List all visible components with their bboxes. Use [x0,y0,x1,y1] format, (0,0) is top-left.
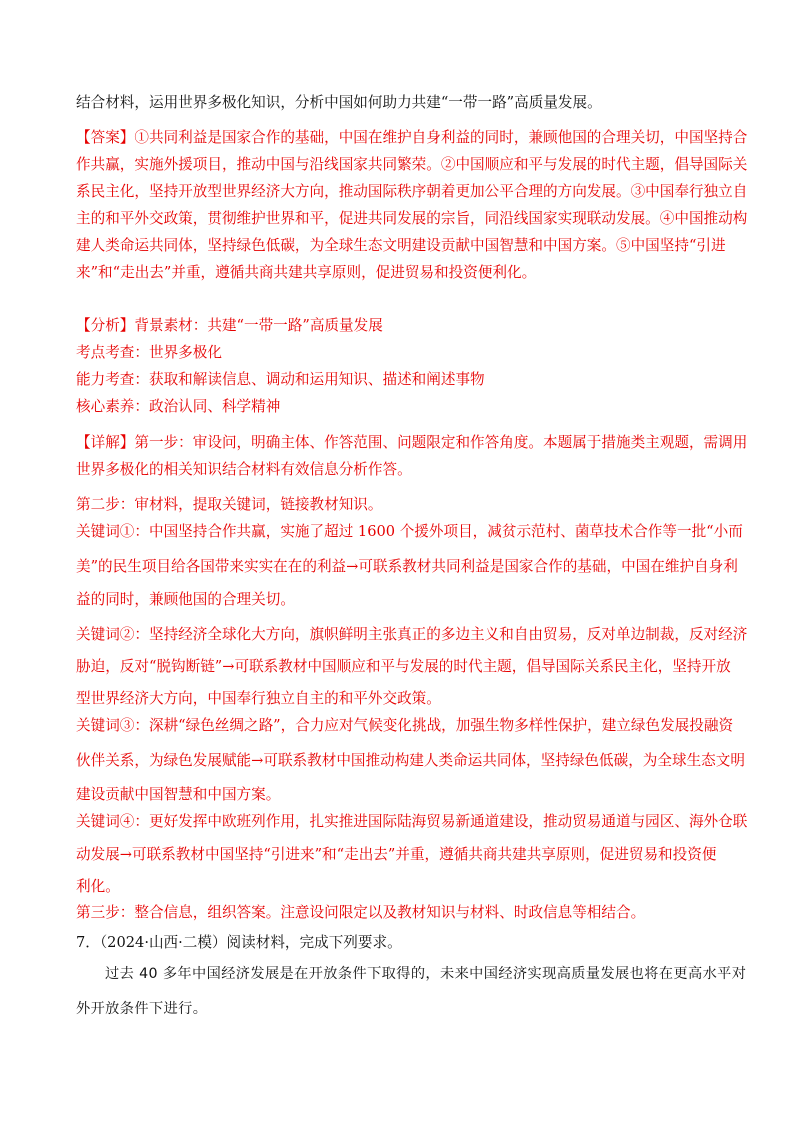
detail-line: 伙伴关系，为绿色发展赋能→可联系教材中国推动构建人类命运共同体，坚持绿色低碳，为全球生态文明 [76,752,745,769]
question-7-heading: 7．（2024·山西·二模）阅读材料，完成下列要求。 [76,934,402,951]
detail-line: 关键词③：深耕“绿色丝绸之路”，合力应对气候变化挑战，加强生物多样性保护，建立绿色发展投融资 [76,717,734,734]
analysis-line: 核心素养：政治认同、科学精神 [76,398,281,415]
material-line: 外开放条件下进行。 [76,1001,208,1017]
analysis-line: 能力考查：获取和解读信息、调动和运用知识、描述和阐述事物 [76,371,485,388]
detail-line: 型世界经济大方向，中国奉行独立自主的和平外交政策。 [76,690,441,707]
detail-line: 利化。 [76,878,120,895]
material-line: 过去 40 多年中国经济发展是在开放条件下取得的，未来中国经济实现高质量发展也将在更高水平对 [105,966,747,982]
detail-line: 第二步：审材料，提取关键词，链接教材知识。 [76,496,383,513]
analysis-line: 考点考查：世界多极化 [76,344,222,361]
detail-line: 【详解】第一步：审设问，明确主体、作答范围、问题限定和作答角度。本题属于措施类主观题，需调用 [76,434,748,451]
detail-line: 胁迫，反对“脱钩断链”→可联系教材中国顺应和平与发展的时代主题，倡导国际关系民主化，坚持开放 [76,658,731,675]
answer-line: 主的和平外交政策，贯彻维护世界和平，促进共同发展的宗旨，同沿线国家实现联动发展。④中国推动构 [76,210,748,227]
detail-line: 关键词①：中国坚持合作共赢，实施了超过 1600 个援外项目，减贫示范村、菌草技术合作等一批“小而 [76,523,743,540]
question-prompt: 结合材料，运用世界多极化知识，分析中国如何助力共建“一带一路”高质量发展。 [76,94,602,111]
detail-line: 关键词④：更好发挥中欧班列作用，扎实推进国际陆海贸易新通道建设，推动贸易通道与园区、海外仓联 [76,813,748,830]
answer-line: 【答案】①共同利益是国家合作的基础，中国在维护自身利益的同时，兼顾他国的合理关切，中国坚持合 [76,129,748,146]
answer-line: 来”和“走出去”并重，遵循共商共建共享原则，促进贸易和投资便利化。 [76,264,537,281]
detail-line: 第三步：整合信息，组织答案。注意设问限定以及教材知识与材料、时政信息等相结合。 [76,904,646,921]
detail-line: 益的同时，兼顾他国的合理关切。 [76,591,295,608]
answer-line: 系民主化，坚持开放型世界经济大方向，推动国际秩序朝着更加公平合理的方向发展。③中国奉行独立自 [76,183,748,200]
detail-line: 世界多极化的相关知识结合材料有效信息分析作答。 [76,461,412,478]
detail-line: 动发展→可联系教材中国坚持“引进来”和“走出去”并重，遵循共商共建共享原则，促进贸易和投资便 [76,846,717,863]
answer-line: 作共赢，实施外援项目，推动中国与沿线国家共同繁荣。②中国顺应和平与发展的时代主题，倡导国际关 [76,156,748,173]
answer-line: 建人类命运共同体，坚持绿色低碳，为全球生态文明建设贡献中国智慧和中国方案。⑤中国坚持“引进 [76,237,726,254]
detail-line: 建设贡献中国智慧和中国方案。 [76,786,281,803]
analysis-line: 【分析】背景素材：共建“一带一路”高质量发展 [76,317,383,334]
detail-line: 关键词②：坚持经济全球化大方向，旗帜鲜明主张真正的多边主义和自由贸易，反对单边制裁，反对经济 [76,626,748,643]
detail-line: 美”的民生项目给各国带来实实在在的利益→可联系教材共同利益是国家合作的基础，中国在维护自身利 [76,558,738,575]
